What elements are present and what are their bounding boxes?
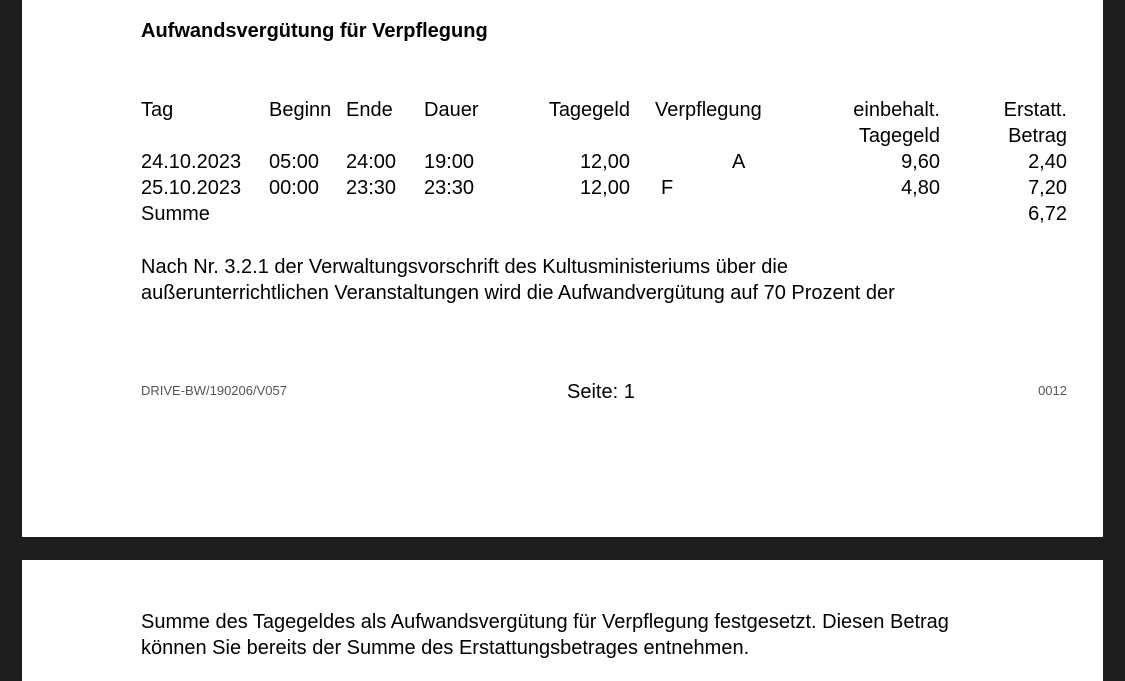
header-einbehalt-line1: einbehalt.: [853, 99, 940, 121]
sum-label: Summe: [141, 203, 210, 225]
footer-page-number: Seite: 1: [567, 381, 635, 403]
section-title: Aufwandsvergütung für Verpflegung: [141, 20, 488, 42]
header-dauer: Dauer: [424, 99, 479, 121]
header-beginn: Beginn: [269, 99, 332, 121]
row-verpflegung: A: [732, 151, 746, 173]
header-tag: Tag: [141, 99, 174, 121]
sum-value: 6,72: [1028, 203, 1067, 225]
header-einbehalt-line2: Tagegeld: [858, 125, 940, 147]
row-tagegeld: 12,00: [579, 151, 630, 173]
row-dauer: 23:30: [424, 177, 475, 199]
header-tagegeld: Tagegeld: [548, 99, 630, 121]
paragraph-line-2: können Sie bereits der Summe des Erstattungsbetrages entnehmen.: [141, 637, 750, 659]
header-erstatt-line1: Erstatt.: [1003, 99, 1067, 121]
row-einbehalt: 9,60: [901, 151, 940, 173]
row-tag: 24.10.2023: [141, 151, 242, 173]
row-tagegeld: 12,00: [579, 177, 630, 199]
header-erstatt-line2: Betrag: [1008, 125, 1067, 147]
footer-code: 0012: [1038, 383, 1067, 398]
row-ende: 24:00: [346, 151, 397, 173]
paragraph-line-2: außerunterrichtlichen Veranstaltungen wird die Aufwandvergütung auf 70 Prozent der: [141, 282, 895, 304]
document-page-2: [22, 560, 1103, 681]
paragraph-line-1: Summe des Tagegeldes als Aufwandsvergütung für Verpflegung festgesetzt. Diesen Betrag: [141, 611, 949, 633]
paragraph-line-1: Nach Nr. 3.2.1 der Verwaltungsvorschrift des Kultusministeriums über die: [141, 256, 788, 278]
footer-document-id: DRIVE-BW/190206/V057: [141, 383, 287, 398]
row-beginn: 05:00: [269, 151, 320, 173]
row-einbehalt: 4,80: [901, 177, 940, 199]
row-tag: 25.10.2023: [141, 177, 242, 199]
row-erstatt: 2,40: [1028, 151, 1067, 173]
row-verpflegung: F: [661, 177, 674, 199]
row-erstatt: 7,20: [1028, 177, 1067, 199]
row-beginn: 00:00: [269, 177, 320, 199]
header-ende: Ende: [346, 99, 393, 121]
row-ende: 23:30: [346, 177, 397, 199]
document-page-1: [22, 0, 1103, 537]
row-dauer: 19:00: [424, 151, 475, 173]
header-verpflegung: Verpflegung: [655, 99, 762, 121]
